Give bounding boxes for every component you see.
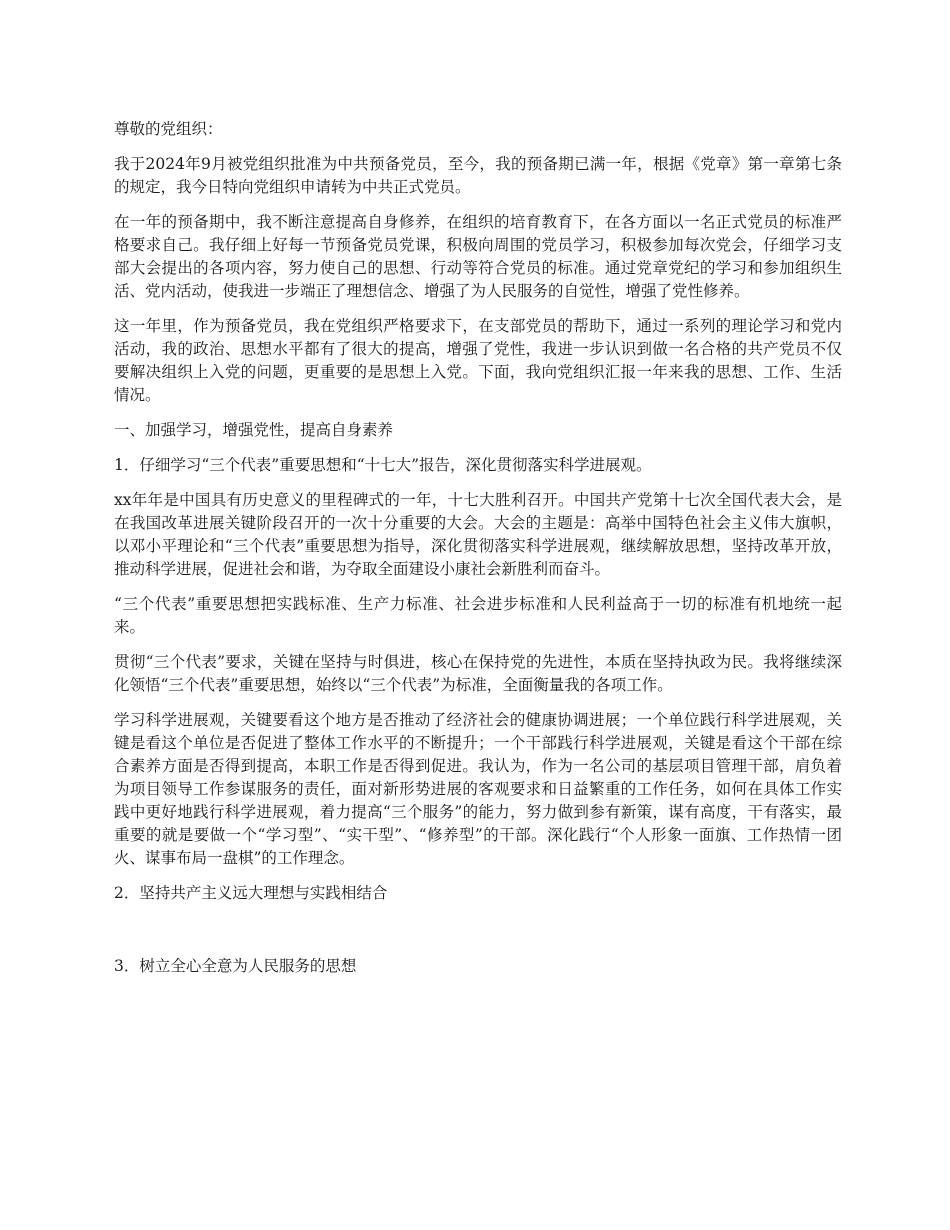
document-body: [114, 118, 842, 990]
paragraph-scientific-development: 学习科学进展观，关键要看这个地方是否推动了经济社会的健康协调进展；一个单位践行科学进展观，关键是看这个单位是否促进了整体工作水平的不断提升；一个干部践行科学进展观，关键是看这个干部在综合素养方面是否得到提高，本职工作是否得到促进。我认为，作为一名公司的基层项目管理干部，肩负着为项目领导工作参谋服务的责任，面对新形势进展的客观要求和日益繁重的工作任务，如何在具体工作实践中更好地践行科学进展观，着力提高“三个服务”的能力，努力做到参有新策，谋有高度，干有落实，最重要的就是要做一个“学习型”、“实干型”、“修养型”的干部。深化践行“个人形象一面旗、工作热情一团火、谋事布局一盘棋”的工作理念。: [114, 711, 842, 867]
paragraph-implement: 贯彻“三个代表”要求，关键在坚持与时俱进，核心在保持党的先进性，本质在坚持执政为民。我将继续深化领悟“三个代表”重要思想，始终以“三个代表”为标准，全面衡量我的各项工作。: [114, 653, 842, 694]
subheading-3: 3．树立全心全意为人民服务的思想: [114, 957, 357, 975]
paragraph-application: 我于2024年9月被党组织批准为中共预备党员，至今，我的预备期已满一年，根据《党章》第一章第七条的规定，我今日特向党组织申请转为中共正式党员。: [114, 155, 842, 196]
blank-gap: [114, 917, 842, 955]
salutation: 尊敬的党组织：: [114, 120, 223, 138]
section-heading-1: 一、加强学习，增强党性，提高自身素养: [114, 421, 394, 439]
subheading-1: 1．仔细学习“三个代表”重要思想和“十七大”报告，深化贯彻落实科学进展观。: [114, 456, 652, 474]
subheading-2: 2．坚持共产主义远大理想与实践相结合: [114, 884, 388, 902]
paragraph-year-summary: 这一年里，作为预备党员，我在党组织严格要求下，在支部党员的帮助下，通过一系列的理论学习和党内活动，我的政治、思想水平都有了很大的提高，增强了党性，我进一步认识到做一名合格的共产党员不仅要解决组织上入党的问题，更重要的是思想上入党。下面，我向党组织汇报一年来我的思想、工作、生活情况。: [114, 317, 842, 404]
paragraph-probation: 在一年的预备期中，我不断注意提高自身修养，在组织的培育教育下，在各方面以一名正式党员的标准严格要求自己。我仔细上好每一节预备党员党课，积极向周围的党员学习，积极参加每次党会，仔细学习支部大会提出的各项内容，努力使自己的思想、行动等符合党员的标准。通过党章党纪的学习和参加组织生活、党内活动，使我进一步端正了理想信念、增强了为人民服务的自觉性，增强了党性修养。: [114, 213, 842, 300]
paragraph-seventeenth-congress: xx年年是中国具有历史意义的里程碑式的一年，十七大胜利召开。中国共产党第十七次全国代表大会，是在我国改革进展关键阶段召开的一次十分重要的大会。大会的主题是：高举中国特色社会主义伟大旗帜，以邓小平理论和“三个代表”重要思想为指导，深化贯彻落实科学进展观，继续解放思想，坚持改革开放，推动科学进展，促进社会和谐，为夺取全面建设小康社会新胜利而奋斗。: [114, 491, 842, 578]
paragraph-three-represents: “三个代表”重要思想把实践标准、生产力标准、社会进步标准和人民利益高于一切的标准有机地统一起来。: [114, 595, 842, 636]
